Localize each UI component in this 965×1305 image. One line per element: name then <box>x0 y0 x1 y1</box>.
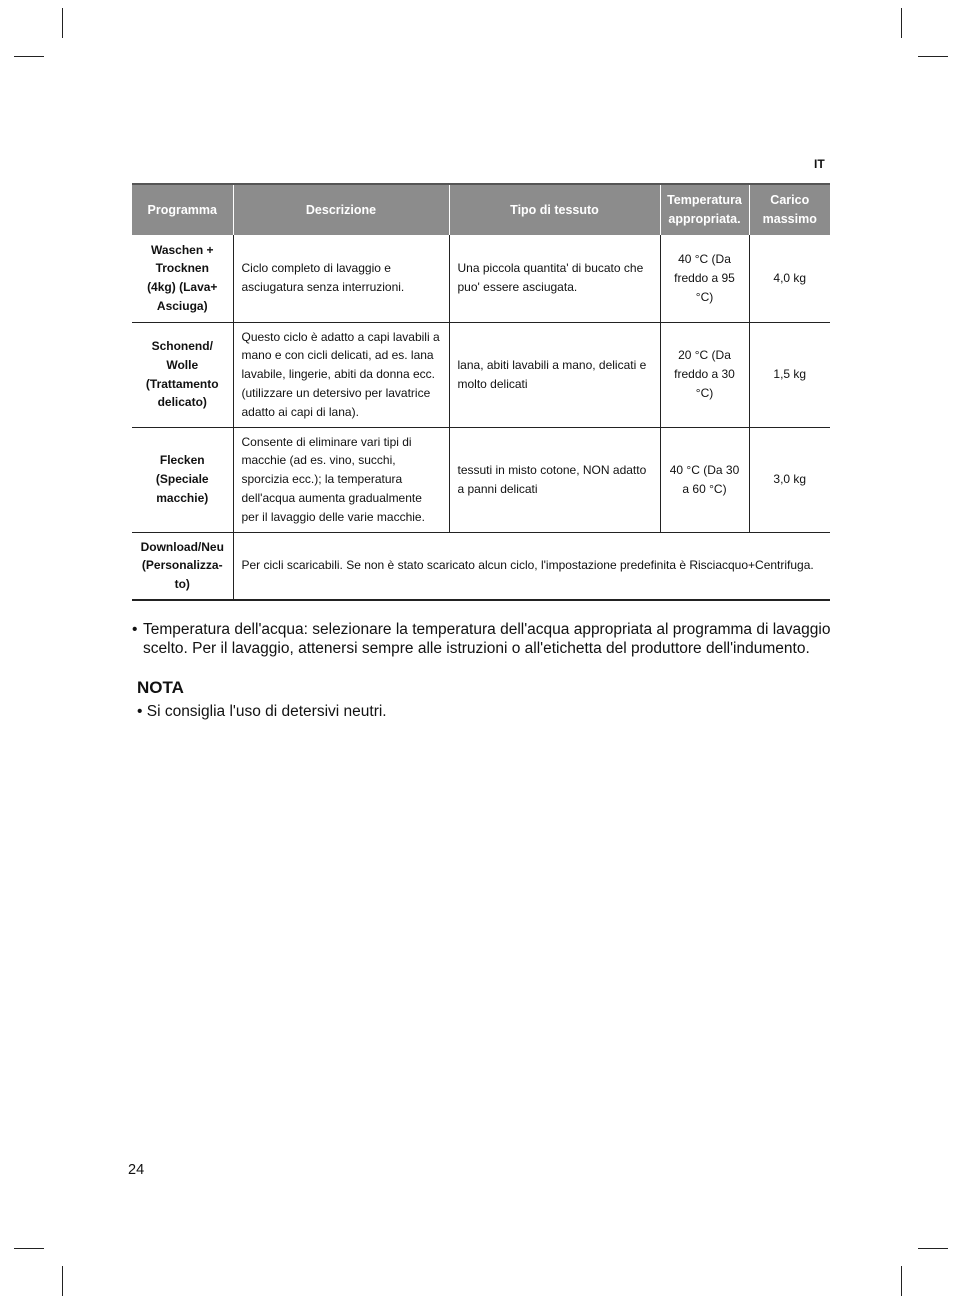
fabric-type: Una piccola quantita' di bucato che puo' essere asciugata. <box>449 235 660 322</box>
program-name: Download/Neu (Personalizza-to) <box>132 532 233 600</box>
temperature: 20 °C (Da freddo a 30 °C) <box>660 322 749 427</box>
header-descrizione: Descrizione <box>233 184 449 235</box>
program-description: Per cicli scaricabili. Se non è stato scaricato alcun ciclo, l'impostazione predefinita è Risciacquo+Centrifuga. <box>233 532 830 600</box>
program-description: Ciclo completo di lavaggio e asciugatura senza interruzioni. <box>233 235 449 322</box>
bullet-text: Temperatura dell'acqua: selezionare la temperatura dell'acqua appropriata al programma di lavaggio scelto. Per il lavaggio, attenersi sempre alle istruzioni o all'etichetta del produttore dell'indumento. <box>143 621 831 657</box>
crop-mark <box>918 1248 948 1249</box>
max-load: 1,5 kg <box>749 322 830 427</box>
header-programma: Programma <box>132 184 233 235</box>
crop-mark <box>14 56 44 57</box>
header-carico: Carico massimo <box>749 184 830 235</box>
program-name: Schonend/ Wolle (Trattamento delicato) <box>132 322 233 427</box>
program-description: Consente di eliminare vari tipi di macchie (ad es. vino, succhi, sporcizia ecc.); la temperatura dell'acqua aumenta gradualmente per il lavaggio delle varie macchie. <box>233 427 449 532</box>
nota-heading: NOTA <box>137 678 184 697</box>
table-row <box>132 322 830 427</box>
crop-mark <box>901 8 902 38</box>
crop-mark <box>901 1266 902 1296</box>
temperature: 40 °C (Da 30 a 60 °C) <box>660 427 749 532</box>
fabric-type: tessuti in misto cotone, NON adatto a panni delicati <box>449 427 660 532</box>
table-row <box>132 532 830 600</box>
water-temperature-note <box>132 621 852 658</box>
nota-item: • Si consiglia l'uso di detersivi neutri. <box>137 703 387 720</box>
program-description: Questo ciclo è adatto a capi lavabili a mano e con cicli delicati, ad es. lana lavabile, lingerie, abiti da donna ecc. (utilizzare un detersivo per lavatrice adatto ai capi di lana). <box>233 322 449 427</box>
crop-mark <box>62 1266 63 1296</box>
crop-mark <box>918 56 948 57</box>
temperature: 40 °C (Da freddo a 95 °C) <box>660 235 749 322</box>
max-load: 3,0 kg <box>749 427 830 532</box>
program-name: Flecken (Speciale macchie) <box>132 427 233 532</box>
fabric-type: lana, abiti lavabili a mano, delicati e molto delicati <box>449 322 660 427</box>
crop-mark <box>14 1248 44 1249</box>
program-name: Waschen + Trocknen (4kg) (Lava+ Asciuga) <box>132 235 233 322</box>
language-tag: IT <box>814 157 825 171</box>
header-temperatura: Temperatura appropriata. <box>660 184 749 235</box>
crop-mark <box>62 8 63 38</box>
max-load: 4,0 kg <box>749 235 830 322</box>
table-row <box>132 235 830 322</box>
header-tipo-tessuto: Tipo di tessuto <box>449 184 660 235</box>
page-number: 24 <box>128 1162 145 1178</box>
program-table <box>132 183 830 601</box>
bullet-dot: • <box>132 621 138 638</box>
table-row <box>132 427 830 532</box>
table-header-row <box>132 184 830 235</box>
